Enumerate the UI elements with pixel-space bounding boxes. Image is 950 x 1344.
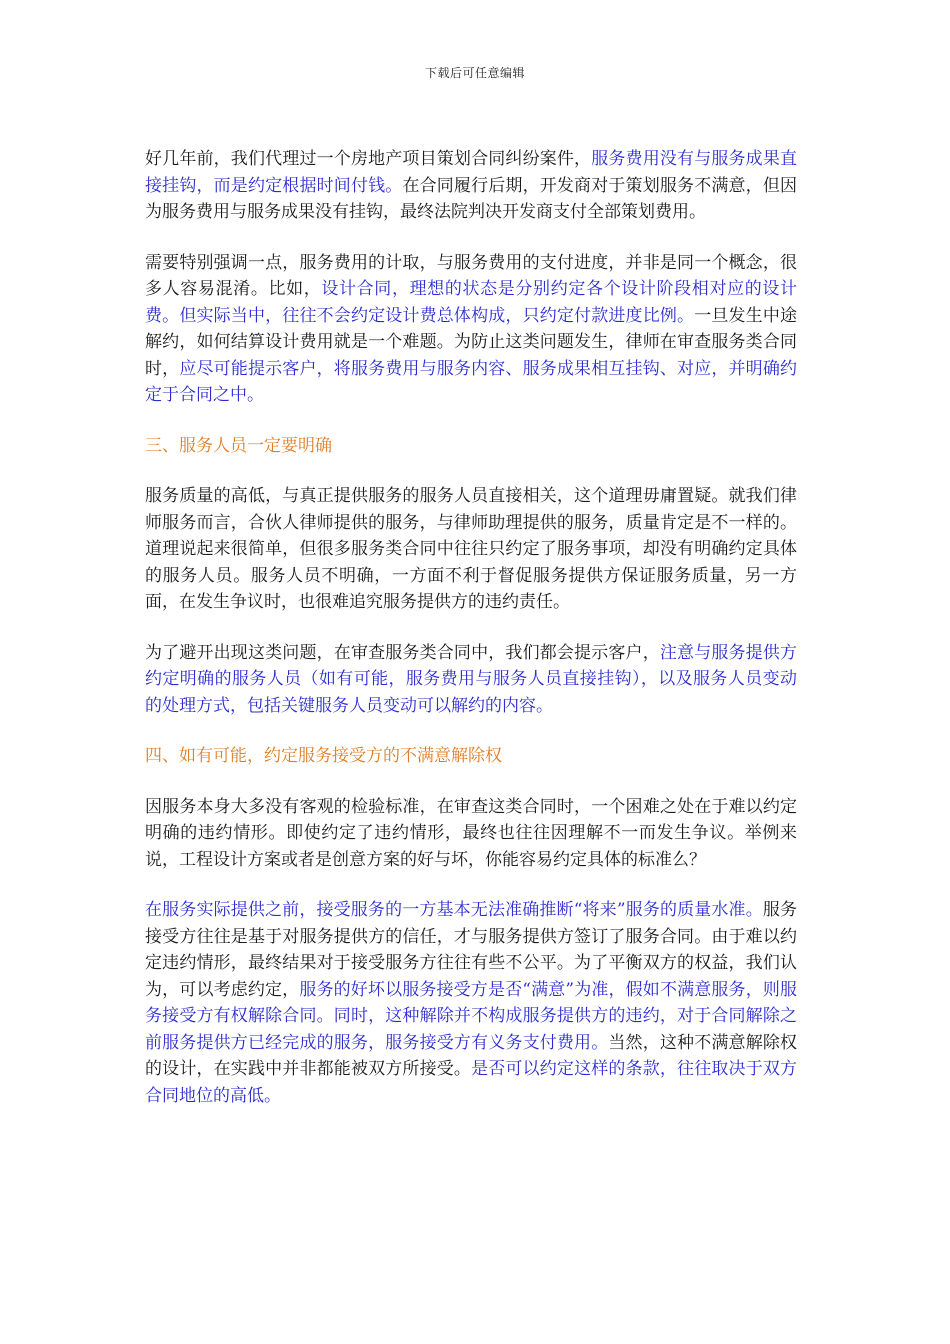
paragraph bbox=[145, 897, 797, 1109]
section-heading: 三、服务人员一定要明确 bbox=[145, 435, 332, 456]
highlighted-text: 设计合同，理想的状态是分别约定各个设计阶段相对应的设计费。但实际当中，往往不会约定设计费总体构成，只约定付款进度比例。 bbox=[145, 279, 798, 326]
highlighted-text: 服务费用没有与服务成果直接挂钩，而是约定根据时间付钱。 bbox=[145, 149, 798, 196]
highlighted-text: 注意与服务提供方约定明确的服务人员（如有可能，服务费用与服务人员直接挂钩），以及服务人员变动的处理方式，包括关键服务人员变动可以解约的内容。 bbox=[145, 642, 798, 716]
document-body bbox=[145, 146, 797, 1133]
paragraph bbox=[145, 640, 797, 720]
paragraph bbox=[145, 483, 797, 616]
highlighted-text: 应尽可能提示客户，将服务费用与服务内容、服务成果相互挂钩、对应，并明确约定于合同之中。 bbox=[145, 358, 798, 405]
body-text: 需要特别强调一点，服务费用的计取，与服务费用的支付进度，并非是同一个概念，很多人容易混淆。比如， bbox=[145, 252, 797, 299]
body-text: 好几年前，我们代理过一个房地产项目策划合同纠纷案件， bbox=[145, 149, 592, 169]
body-text: 在合同履行后期，开发商对于策划服务不满意，但因为服务费用与服务成果没有挂钩，最终法院判决开发商支付全部策划费用。 bbox=[145, 175, 798, 222]
body-text: 为了避开出现这类问题，在审查服务类合同中，我们都会提示客户， bbox=[145, 642, 660, 663]
paragraph bbox=[145, 250, 797, 409]
body-text: 服务接受方往往是基于对服务提供方的信任，才与服务提供方签订了服务合同。由于难以约定违约情形，最终结果对于接受服务方往往有些不公平。为了平衡双方的权益，我们认为，可以考虑约定， bbox=[145, 900, 797, 1000]
highlighted-text: 服务的好坏以服务接受方是否“满意”为准，假如不满意服务，则服务接受方有权解除合同。同时，这种解除并不构成服务提供方的违约，对于合同解除之前服务提供方已经完成的服务，服务接受方有义务支付费用。 bbox=[145, 979, 797, 1053]
paragraph bbox=[145, 146, 797, 226]
section-heading: 四、如有可能，约定服务接受方的不满意解除权 bbox=[145, 746, 502, 766]
body-text: 因服务本身大多没有客观的检验标准，在审查这类合同时，一个困难之处在于难以约定明确的违约情形。即使约定了违约情形，最终也往往因理解不一而发生争议。举例来说，工程设计方案或者是创意方案的好与坏，你能容易约定具体的标准么？ bbox=[145, 796, 797, 870]
highlighted-text: 是否可以约定这样的条款，往往取决于双方合同地位的高低。 bbox=[145, 1059, 798, 1106]
body-text: 当然，这种不满意解除权的设计，在实践中并非都能被双方所接受。 bbox=[145, 1032, 798, 1079]
highlighted-text: 在服务实际提供之前，接受服务的一方基本无法准确推断“将来”服务的质量水准。 bbox=[145, 900, 763, 920]
body-text: 一旦发生中途解约，如何结算设计费用就是一个难题。为防止这类问题发生，律师在审查服务类合同时， bbox=[145, 305, 797, 379]
page-header: 下载后可任意编辑 bbox=[424, 66, 525, 80]
paragraph bbox=[145, 794, 797, 874]
body-text: 服务质量的高低，与真正提供服务的服务人员直接相关，这个道理毋庸置疑。就我们律师服务而言，合伙人律师提供的服务，与律师助理提供的服务，质量肯定是不一样的。道理说起来很简单，但很多服务类合同中往往只约定了服务事项，却没有明确约定具体的服务人员。服务人员不明确，一方面不利于督促服务提供方保证服务质量，另一方面，在发生争议时，也很难追究服务提供方的违约责任。 bbox=[145, 486, 797, 612]
